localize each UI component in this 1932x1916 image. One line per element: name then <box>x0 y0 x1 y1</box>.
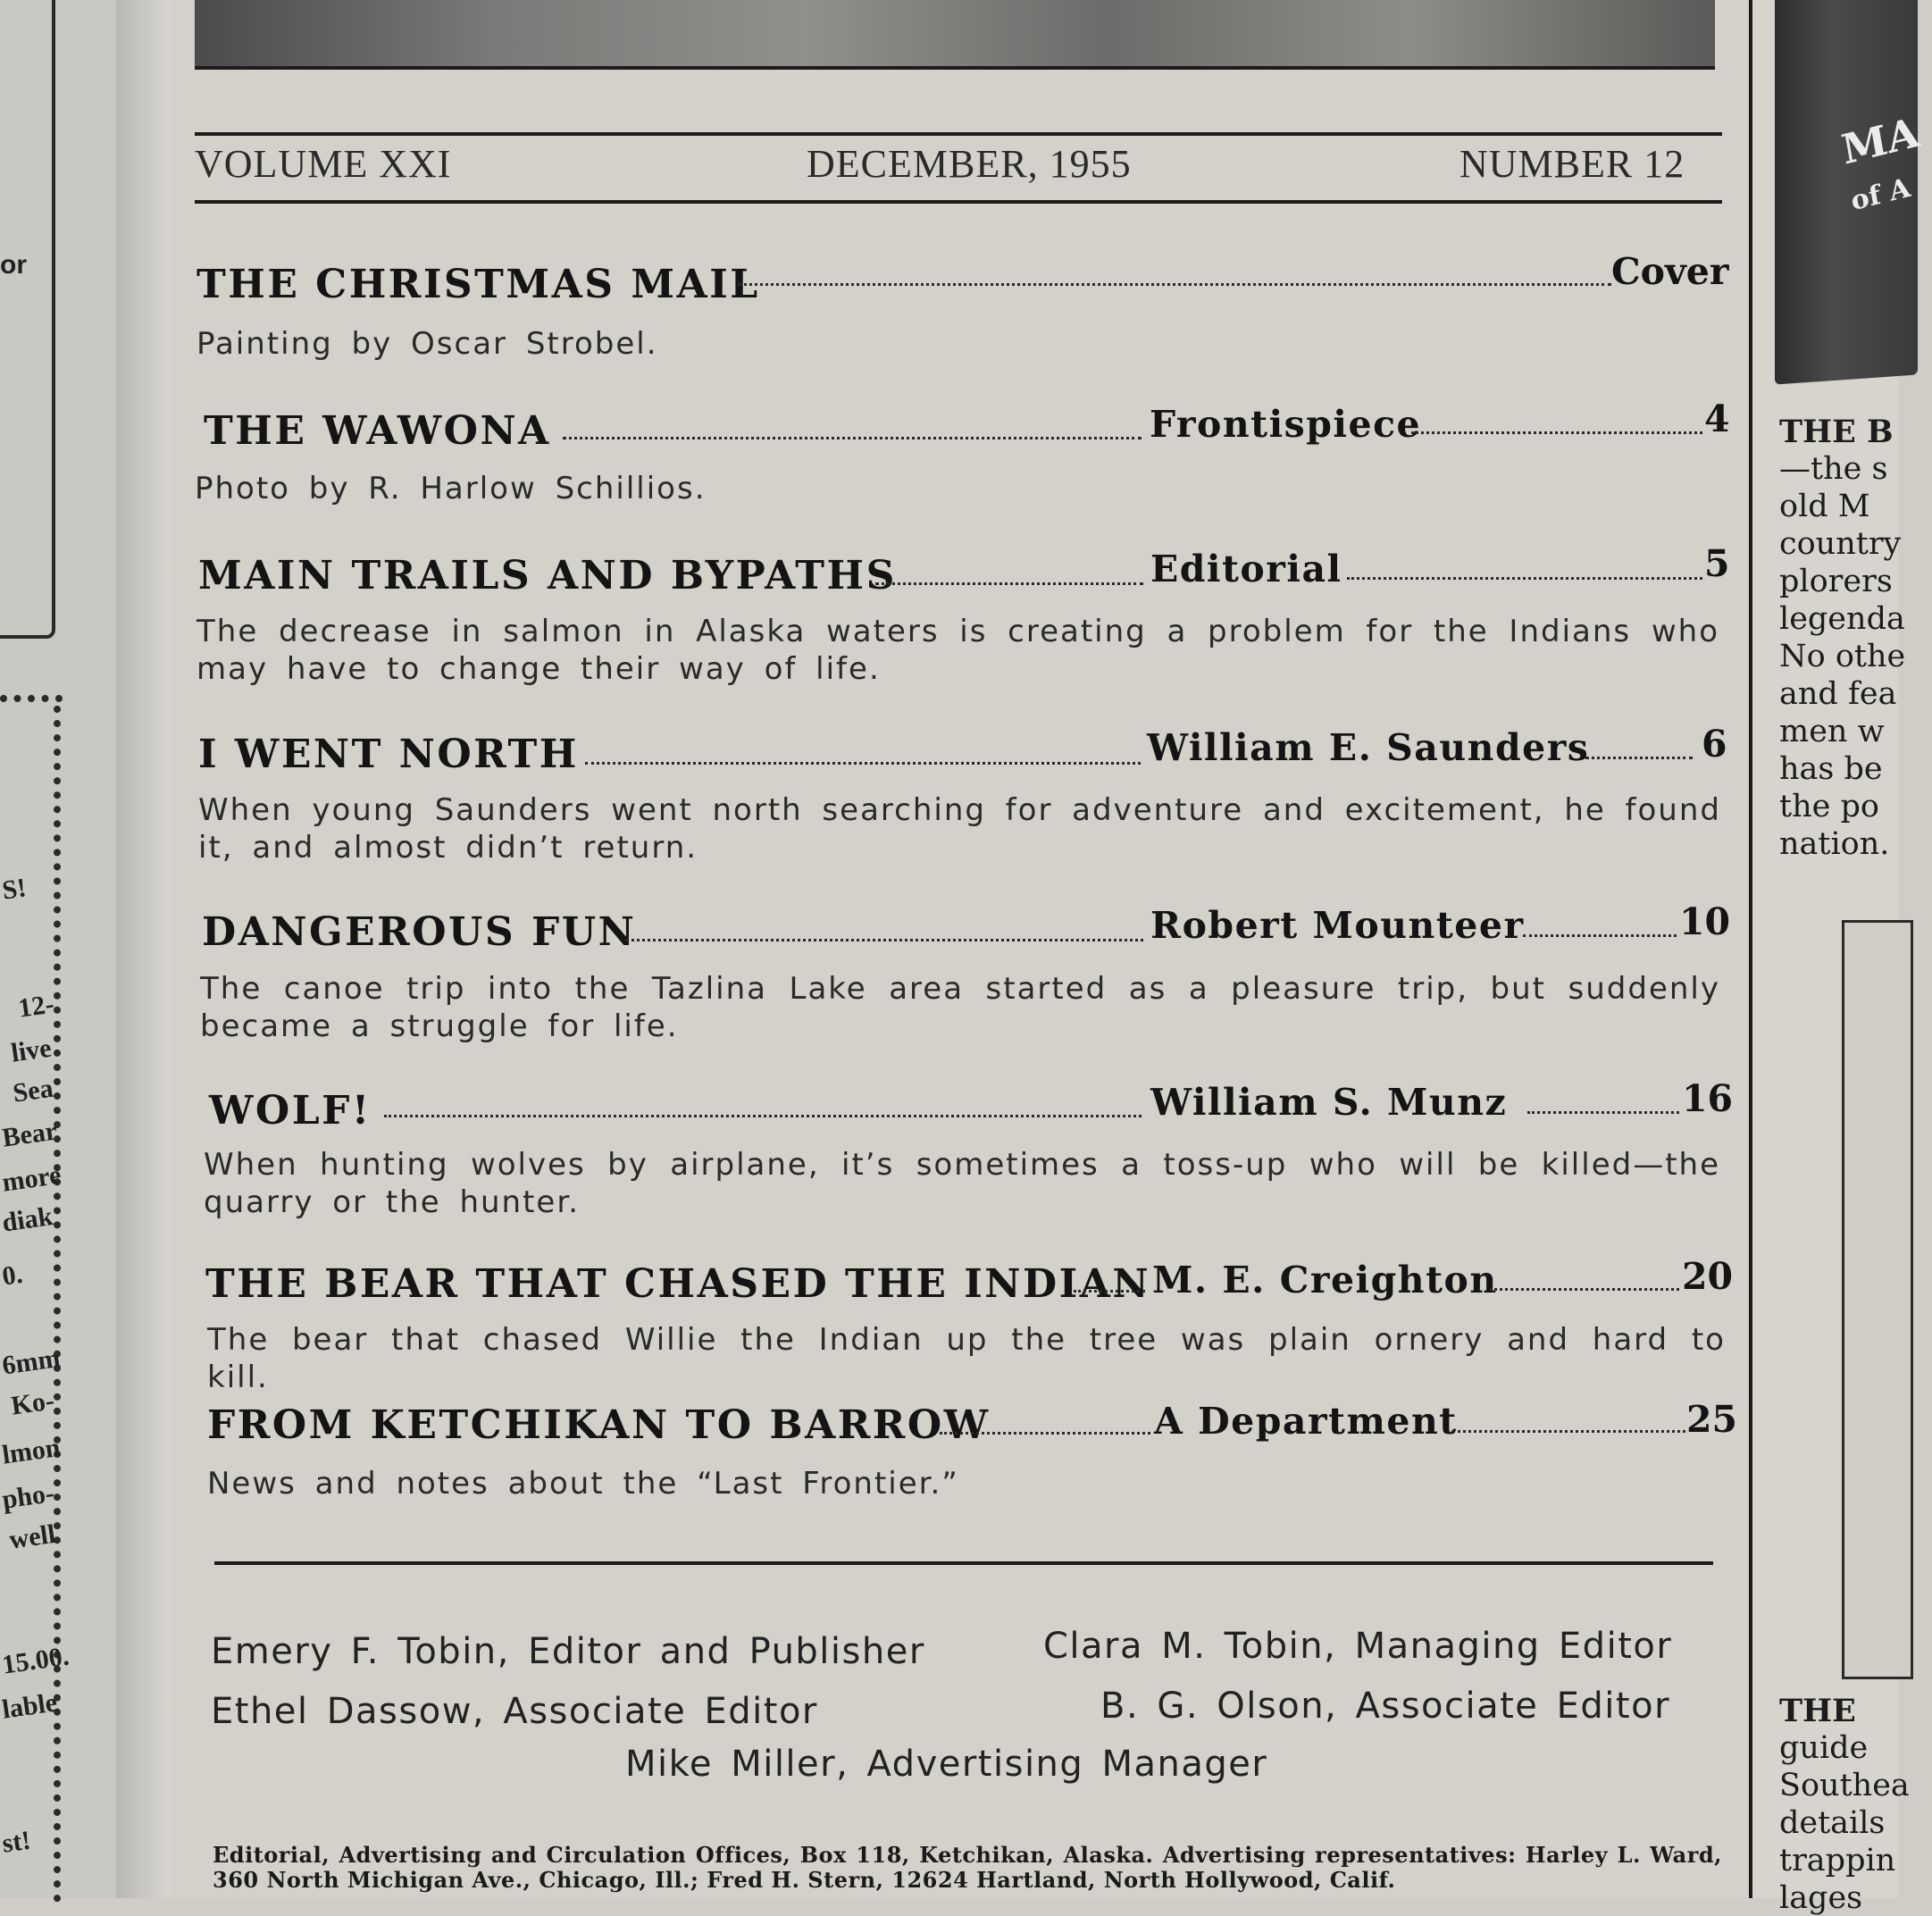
toc-leader-dots <box>738 282 1611 286</box>
staff-managing-editor: Clara M. Tobin, Managing Editor <box>1043 1626 1673 1667</box>
toc-entry-title[interactable]: I WENT NORTH <box>198 732 579 777</box>
toc-entry-author: Editorial <box>1150 548 1342 590</box>
right-page-text: country <box>1779 526 1902 562</box>
toc-entry-page: Cover <box>1611 250 1729 293</box>
cover-illustration-banner <box>195 0 1715 70</box>
toc-entry-description: The bear that chased Willie the Indian up the tree was plain ornery and hard to kill. <box>207 1322 1726 1395</box>
toc-entry-description: News and notes about the “Last Frontier.” <box>207 1466 959 1502</box>
toc-entry-title[interactable]: FROM KETCHIKAN TO BARROW <box>207 1402 991 1448</box>
left-page-fragment: pho- <box>0 1477 56 1515</box>
toc-entry-page: 16 <box>1682 1077 1734 1120</box>
left-page-fragment: 15.00. <box>0 1641 71 1680</box>
issue-date: DECEMBER, 1955 <box>807 142 1132 186</box>
toc-leader-dots <box>625 938 1143 941</box>
left-page-fragment: lable <box>0 1687 60 1725</box>
toc-entry-description: When hunting wolves by airplane, it’s sometimes a toss-up who will be killed—the quarry or the hunter. <box>204 1147 1720 1220</box>
masthead-rule-top <box>195 132 1722 136</box>
left-page-fragment: or <box>0 250 27 280</box>
toc-leader-dots <box>1411 431 1702 434</box>
toc-entry-author: William E. Saunders <box>1147 726 1590 769</box>
left-page-fragment: more <box>0 1159 63 1198</box>
book-cover-image <box>1775 0 1923 385</box>
toc-entry-title[interactable]: DANGEROUS FUN <box>202 909 637 955</box>
toc-entry-author: Frontispiece <box>1150 403 1422 446</box>
toc-entry-page: 5 <box>1704 542 1730 585</box>
right-page-text: THE B <box>1779 414 1894 450</box>
toc-leader-dots <box>940 1431 1150 1435</box>
toc-entry-title[interactable]: THE BEAR THAT CHASED THE INDIAN <box>205 1261 1151 1307</box>
left-page-fragment: Bear <box>0 1116 60 1153</box>
issue-number: NUMBER 12 <box>1459 142 1685 186</box>
toc-entry-title[interactable]: THE WAWONA <box>204 408 551 454</box>
right-page-photo <box>1842 920 1913 1679</box>
toc-entry-author: Robert Mounteer <box>1150 904 1525 947</box>
toc-leader-dots <box>875 581 1143 585</box>
left-page-box <box>0 0 55 639</box>
masthead-rule-bottom <box>195 200 1722 204</box>
toc-leader-dots <box>1074 1289 1145 1293</box>
left-page-fragment: st! <box>0 1825 33 1859</box>
book-cover-title: MA of A <box>1837 108 1923 218</box>
right-page-text: guide <box>1779 1730 1869 1766</box>
toc-entry-author: M. E. Creighton <box>1152 1259 1498 1301</box>
toc-entry-author: William S. Munz <box>1150 1081 1508 1124</box>
toc-leader-dots <box>1523 933 1677 937</box>
left-page-fragment: 6mm <box>0 1343 63 1381</box>
left-page-dotted-border <box>0 695 63 706</box>
right-page-text: plorers <box>1779 564 1893 599</box>
left-page-dotted-border <box>54 706 64 1903</box>
left-page-fragment: 12- <box>16 989 56 1024</box>
right-page-text: men w <box>1779 714 1885 749</box>
toc-leader-dots <box>585 761 1141 765</box>
left-page-fragment: Sea <box>11 1073 55 1109</box>
toc-leader-dots <box>384 1114 1142 1117</box>
toc-entry-page: 4 <box>1704 397 1730 440</box>
right-page-text: old M <box>1779 489 1870 524</box>
toc-leader-dots <box>1490 1287 1679 1291</box>
toc-leader-dots <box>1451 1429 1685 1433</box>
staff-associate-editor: B. G. Olson, Associate Editor <box>1100 1686 1671 1727</box>
left-page-fragment: live <box>9 1033 54 1068</box>
publication-info: Editorial, Advertising and Circulation Offices, Box 118, Ketchikan, Alaska. Advertising representatives: Harley L. Ward, 360 North Michigan Ave., Chicago, Ill.; Fred H. Stern, 12624 Hartland, North Hollywood, Calif. <box>213 1842 1722 1893</box>
right-page-text: and fea <box>1779 676 1897 712</box>
right-page-text: lages <box>1779 1880 1863 1916</box>
masthead <box>195 141 1722 204</box>
right-page-text: THE <box>1779 1693 1856 1729</box>
toc-entry-description: The canoe trip into the Tazlina Lake area started as a pleasure trip, but suddenly became a struggle for life. <box>200 971 1720 1044</box>
toc-entry-page: 10 <box>1679 900 1731 943</box>
right-page-text: legenda <box>1779 601 1905 637</box>
toc-entry-description: The decrease in salmon in Alaska waters is creating a problem for the Indians who may have to change their way of life. <box>197 614 1719 687</box>
toc-entry-page: 25 <box>1686 1398 1738 1441</box>
left-page-fragment: lmon <box>0 1432 63 1470</box>
left-page-fragment: 0. <box>0 1259 25 1292</box>
toc-leader-dots <box>563 436 1142 439</box>
left-page-fragment: Ko- <box>9 1385 56 1421</box>
toc-leader-dots <box>1585 756 1693 759</box>
toc-leader-dots <box>1347 576 1702 580</box>
right-page-text: No othe <box>1779 639 1906 674</box>
left-page-fragment: diak <box>0 1201 55 1238</box>
staff-associate-editor: Ethel Dassow, Associate Editor <box>211 1691 818 1732</box>
toc-entry-description: When young Saunders went north searching for adventure and excitement, he found it, and almost didn’t return. <box>198 792 1721 866</box>
right-page-text: nation. <box>1779 826 1890 862</box>
toc-leader-dots <box>1527 1110 1679 1114</box>
toc-entry-author: A Department <box>1154 1400 1458 1443</box>
volume-label: VOLUME XXI <box>195 142 452 186</box>
right-page-text: —the s <box>1779 451 1888 487</box>
left-page-fragment: well <box>7 1519 58 1555</box>
toc-entry-title[interactable]: MAIN TRAILS AND BYPATHS <box>198 553 897 598</box>
right-page-text: details <box>1779 1805 1886 1841</box>
right-page-text: trappin <box>1779 1843 1896 1878</box>
right-facing-page <box>1752 0 1923 1916</box>
staff-editor-publisher: Emery F. Tobin, Editor and Publisher <box>211 1631 925 1672</box>
toc-entry-title[interactable]: WOLF! <box>209 1088 372 1134</box>
right-page-text: Southea <box>1779 1768 1910 1803</box>
toc-entry-description: Photo by R. Harlow Schillios. <box>195 471 707 506</box>
toc-entry-description: Painting by Oscar Strobel. <box>197 326 658 362</box>
right-page-text: the po <box>1779 789 1879 824</box>
toc-entry-page: 20 <box>1682 1255 1734 1298</box>
staff-divider <box>214 1561 1713 1565</box>
left-page-fragment: S! <box>0 873 29 906</box>
toc-entry-page: 6 <box>1702 723 1727 766</box>
toc-entry-title[interactable]: THE CHRISTMAS MAIL <box>197 262 760 307</box>
right-page-text: has be <box>1779 751 1883 787</box>
staff-advertising-manager: Mike Miller, Advertising Manager <box>625 1744 1268 1785</box>
